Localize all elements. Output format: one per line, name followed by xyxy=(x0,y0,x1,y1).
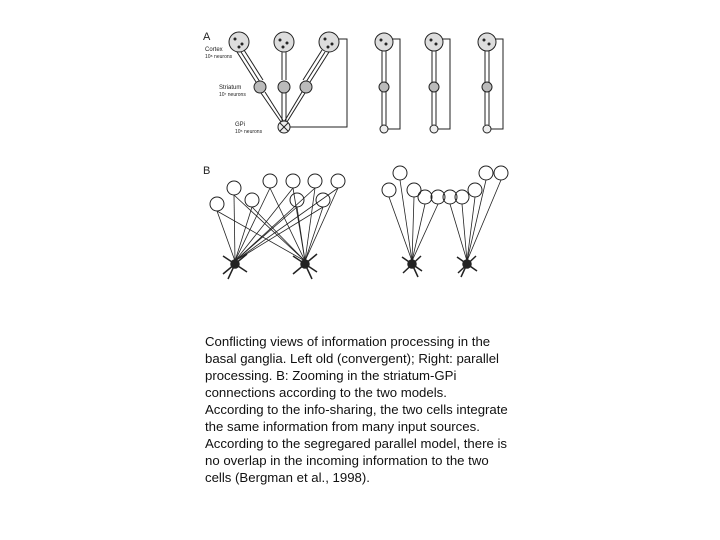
caption-line: cells (Bergman et al., 1998). xyxy=(205,470,370,485)
input-neurons-left xyxy=(210,174,345,211)
caption-line: According to the segregared parallel model, there is xyxy=(205,436,508,451)
figure-caption xyxy=(205,333,535,486)
gpi-label: GPi xyxy=(235,122,246,128)
caption-line: Conflicting views of information processing in the xyxy=(205,334,491,349)
gpi-count: 10⁵ neurons xyxy=(235,129,263,135)
cortex-label: Cortex xyxy=(205,47,223,53)
cortico-striatal-bundle xyxy=(237,50,329,82)
caption-line: no overlap in the incoming information to the two xyxy=(205,453,489,468)
striatum-count: 10⁷ neurons xyxy=(219,92,246,98)
cortex-neuron xyxy=(229,32,249,52)
cortex-count: 10⁸ neurons xyxy=(205,54,233,60)
gpi-neuron xyxy=(278,121,290,133)
cortex-neuron xyxy=(274,32,294,52)
caption-line: According to the info-sharing, the two cells integrate xyxy=(205,402,508,417)
gpi-target-neuron xyxy=(293,254,317,279)
striatum-label: Striatum xyxy=(219,85,242,91)
parallel-channel xyxy=(375,33,400,133)
caption-line: basal ganglia. Left old (convergent); Right: parallel xyxy=(205,351,499,366)
parallel-channel xyxy=(478,33,503,133)
convergent-projections xyxy=(217,188,338,261)
panel-b-label: B xyxy=(203,165,211,177)
basal-ganglia-figure xyxy=(195,25,535,300)
striato-pallidal-bundle xyxy=(261,92,305,122)
panel-a-label: A xyxy=(203,31,211,43)
caption-line: processing. B: Zooming in the striatum-GPi xyxy=(205,368,457,383)
parallel-channel xyxy=(425,33,450,133)
striatum-neuron xyxy=(300,81,312,93)
caption-line: connections according to the two models. xyxy=(205,385,447,400)
cortex-neuron xyxy=(319,32,339,52)
striatum-neuron xyxy=(278,81,290,93)
feedback-loop xyxy=(290,39,347,127)
figure-svg xyxy=(195,25,535,300)
striatum-neuron xyxy=(254,81,266,93)
caption-line: the same information from many input sources. xyxy=(205,419,480,434)
